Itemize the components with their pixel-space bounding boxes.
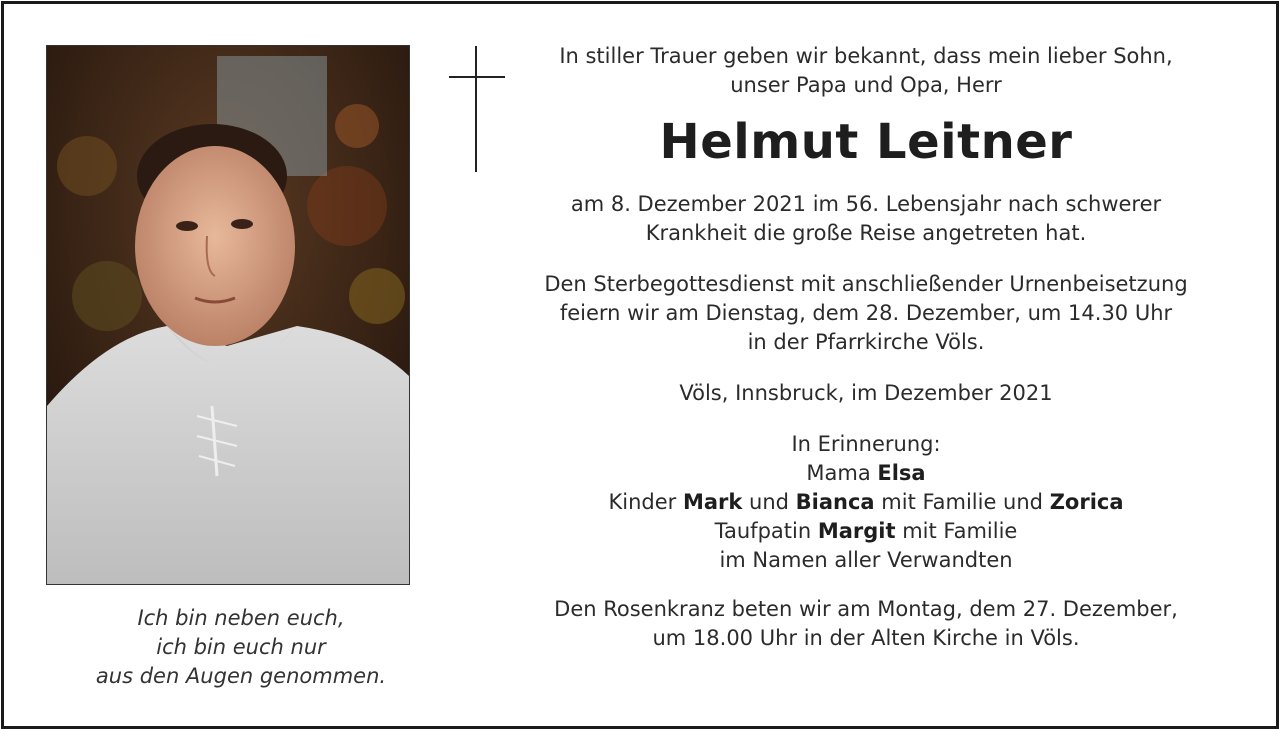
mourner-kinder (500, 488, 1232, 517)
mourner-joiner: mit Familie und (874, 490, 1050, 514)
service-line: Den Sterbegottesdienst mit anschließender Urnenbeisetzung (544, 272, 1188, 296)
mourner-name: Elsa (877, 461, 926, 485)
mourner-prefix: Kinder (608, 490, 683, 514)
intro-line: unser Papa und Opa, Herr (730, 73, 1002, 97)
place-date: Völs, Innsbruck, im Dezember 2021 (679, 381, 1053, 405)
death-line: am 8. Dezember 2021 im 56. Lebensjahr nach schwerer (570, 192, 1162, 216)
mourner-name: Mark (682, 490, 743, 514)
obituary-text (500, 42, 1232, 653)
mourner-name: Zorica (1049, 490, 1124, 514)
intro-line: In stiller Trauer geben wir bekannt, dass mein lieber Sohn, (559, 44, 1173, 68)
rosary-line: um 18.00 Uhr in der Alten Kirche in Völs. (652, 626, 1080, 650)
mourner-joiner: und (742, 490, 796, 514)
motto-line: ich bin euch nur (156, 635, 326, 659)
mourner-prefix: Taufpatin (714, 519, 818, 543)
mourner-name: Bianca (795, 490, 875, 514)
motto-line: Ich bin neben euch, (137, 606, 345, 630)
death-line: Krankheit die große Reise angetreten hat. (645, 221, 1087, 245)
service-line: in der Pfarrkirche Völs. (747, 330, 985, 354)
rosary-line: Den Rosenkranz beten wir am Montag, dem 27. Dezember, (554, 597, 1178, 621)
deceased-name: Helmut Leitner (659, 114, 1073, 170)
service-line: feiern wir am Dienstag, dem 28. Dezember, um 14.30 Uhr (559, 301, 1173, 325)
memory-heading: In Erinnerung: (791, 432, 941, 456)
motto-quote (46, 604, 436, 691)
mourner-taufpatin (500, 517, 1232, 546)
mourner-name: Margit (817, 519, 896, 543)
mourner-prefix: Mama (806, 461, 878, 485)
mourner-relatives: im Namen aller Verwandten (719, 548, 1013, 572)
mourner-suffix: mit Familie (895, 519, 1018, 543)
cross-icon (449, 46, 505, 172)
mourner-mama (500, 459, 1232, 488)
portrait-photo (46, 45, 410, 585)
motto-line: aus den Augen genommen. (95, 664, 387, 688)
